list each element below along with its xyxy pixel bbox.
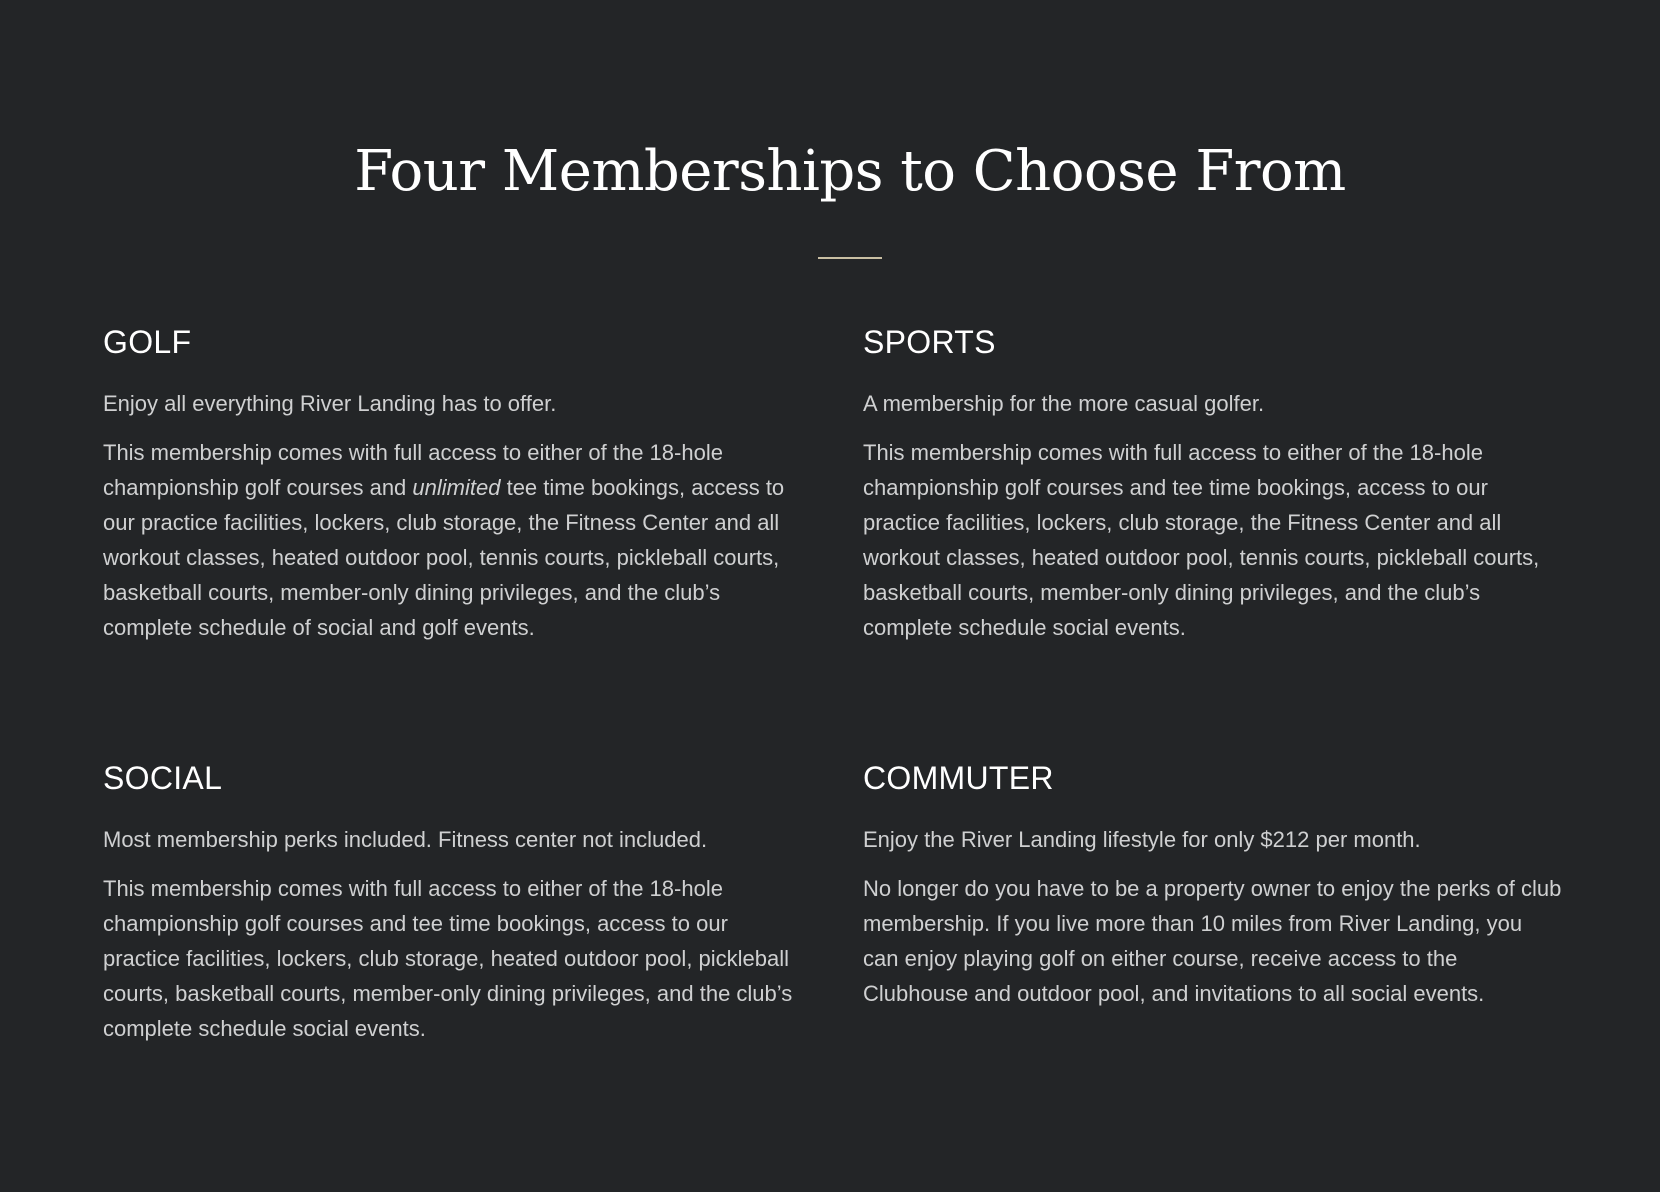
membership-card-commuter <box>863 758 1563 1025</box>
membership-name: SOCIAL <box>103 760 223 796</box>
membership-card-social <box>103 758 803 1060</box>
membership-description: This membership comes with full access to either of the 18-hole championship golf courses and tee time bookings, access to our practice facilities, lockers, club storage, the Fitness Center and all workout classes, heated outdoor pool, tennis courts, pickleball courts, basketball courts, member-only dining privileges, and the club’s complete schedule social events. <box>863 440 1540 640</box>
membership-card-sports <box>863 322 1563 659</box>
description-part: This membership comes with full access to either of the 18-hole championship golf courses and <box>103 440 723 500</box>
title-divider <box>818 257 882 259</box>
membership-tagline: Enjoy all everything River Landing has to offer. <box>103 391 557 416</box>
description-part: tee time bookings, access to our practice facilities, lockers, club storage, the Fitness Center and all workout classes, heated outdoor pool, tennis courts, pickleball courts, basketball courts, member-only dining privileges, and the club’s complete schedule of social and golf events. <box>103 475 785 640</box>
membership-card-golf <box>103 322 803 659</box>
membership-name: SPORTS <box>863 324 996 360</box>
membership-description: This membership comes with full access to either of the 18-hole championship golf courses and tee time bookings, access to our practice facilities, lockers, club storage, heated outdoor pool, pickleball courts, basketball courts, member-only dining privileges, and the club’s complete schedule social events. <box>103 876 793 1041</box>
membership-tagline: Most membership perks included. Fitness center not included. <box>103 827 708 852</box>
section-title: Four Memberships to Choose From <box>354 139 1346 204</box>
description-emphasis: unlimited <box>412 475 501 500</box>
membership-tagline: Enjoy the River Landing lifestyle for only $212 per month. <box>863 827 1421 852</box>
membership-name: GOLF <box>103 324 192 360</box>
membership-name: COMMUTER <box>863 760 1054 796</box>
membership-tagline: A membership for the more casual golfer. <box>863 391 1265 416</box>
membership-description <box>103 435 803 645</box>
membership-description: No longer do you have to be a property owner to enjoy the perks of club membership. If you live more than 10 miles from River Landing, you can enjoy playing golf on either course, receive access to the Clubhouse and outdoor pool, and invitations to all social events. <box>863 876 1562 1006</box>
